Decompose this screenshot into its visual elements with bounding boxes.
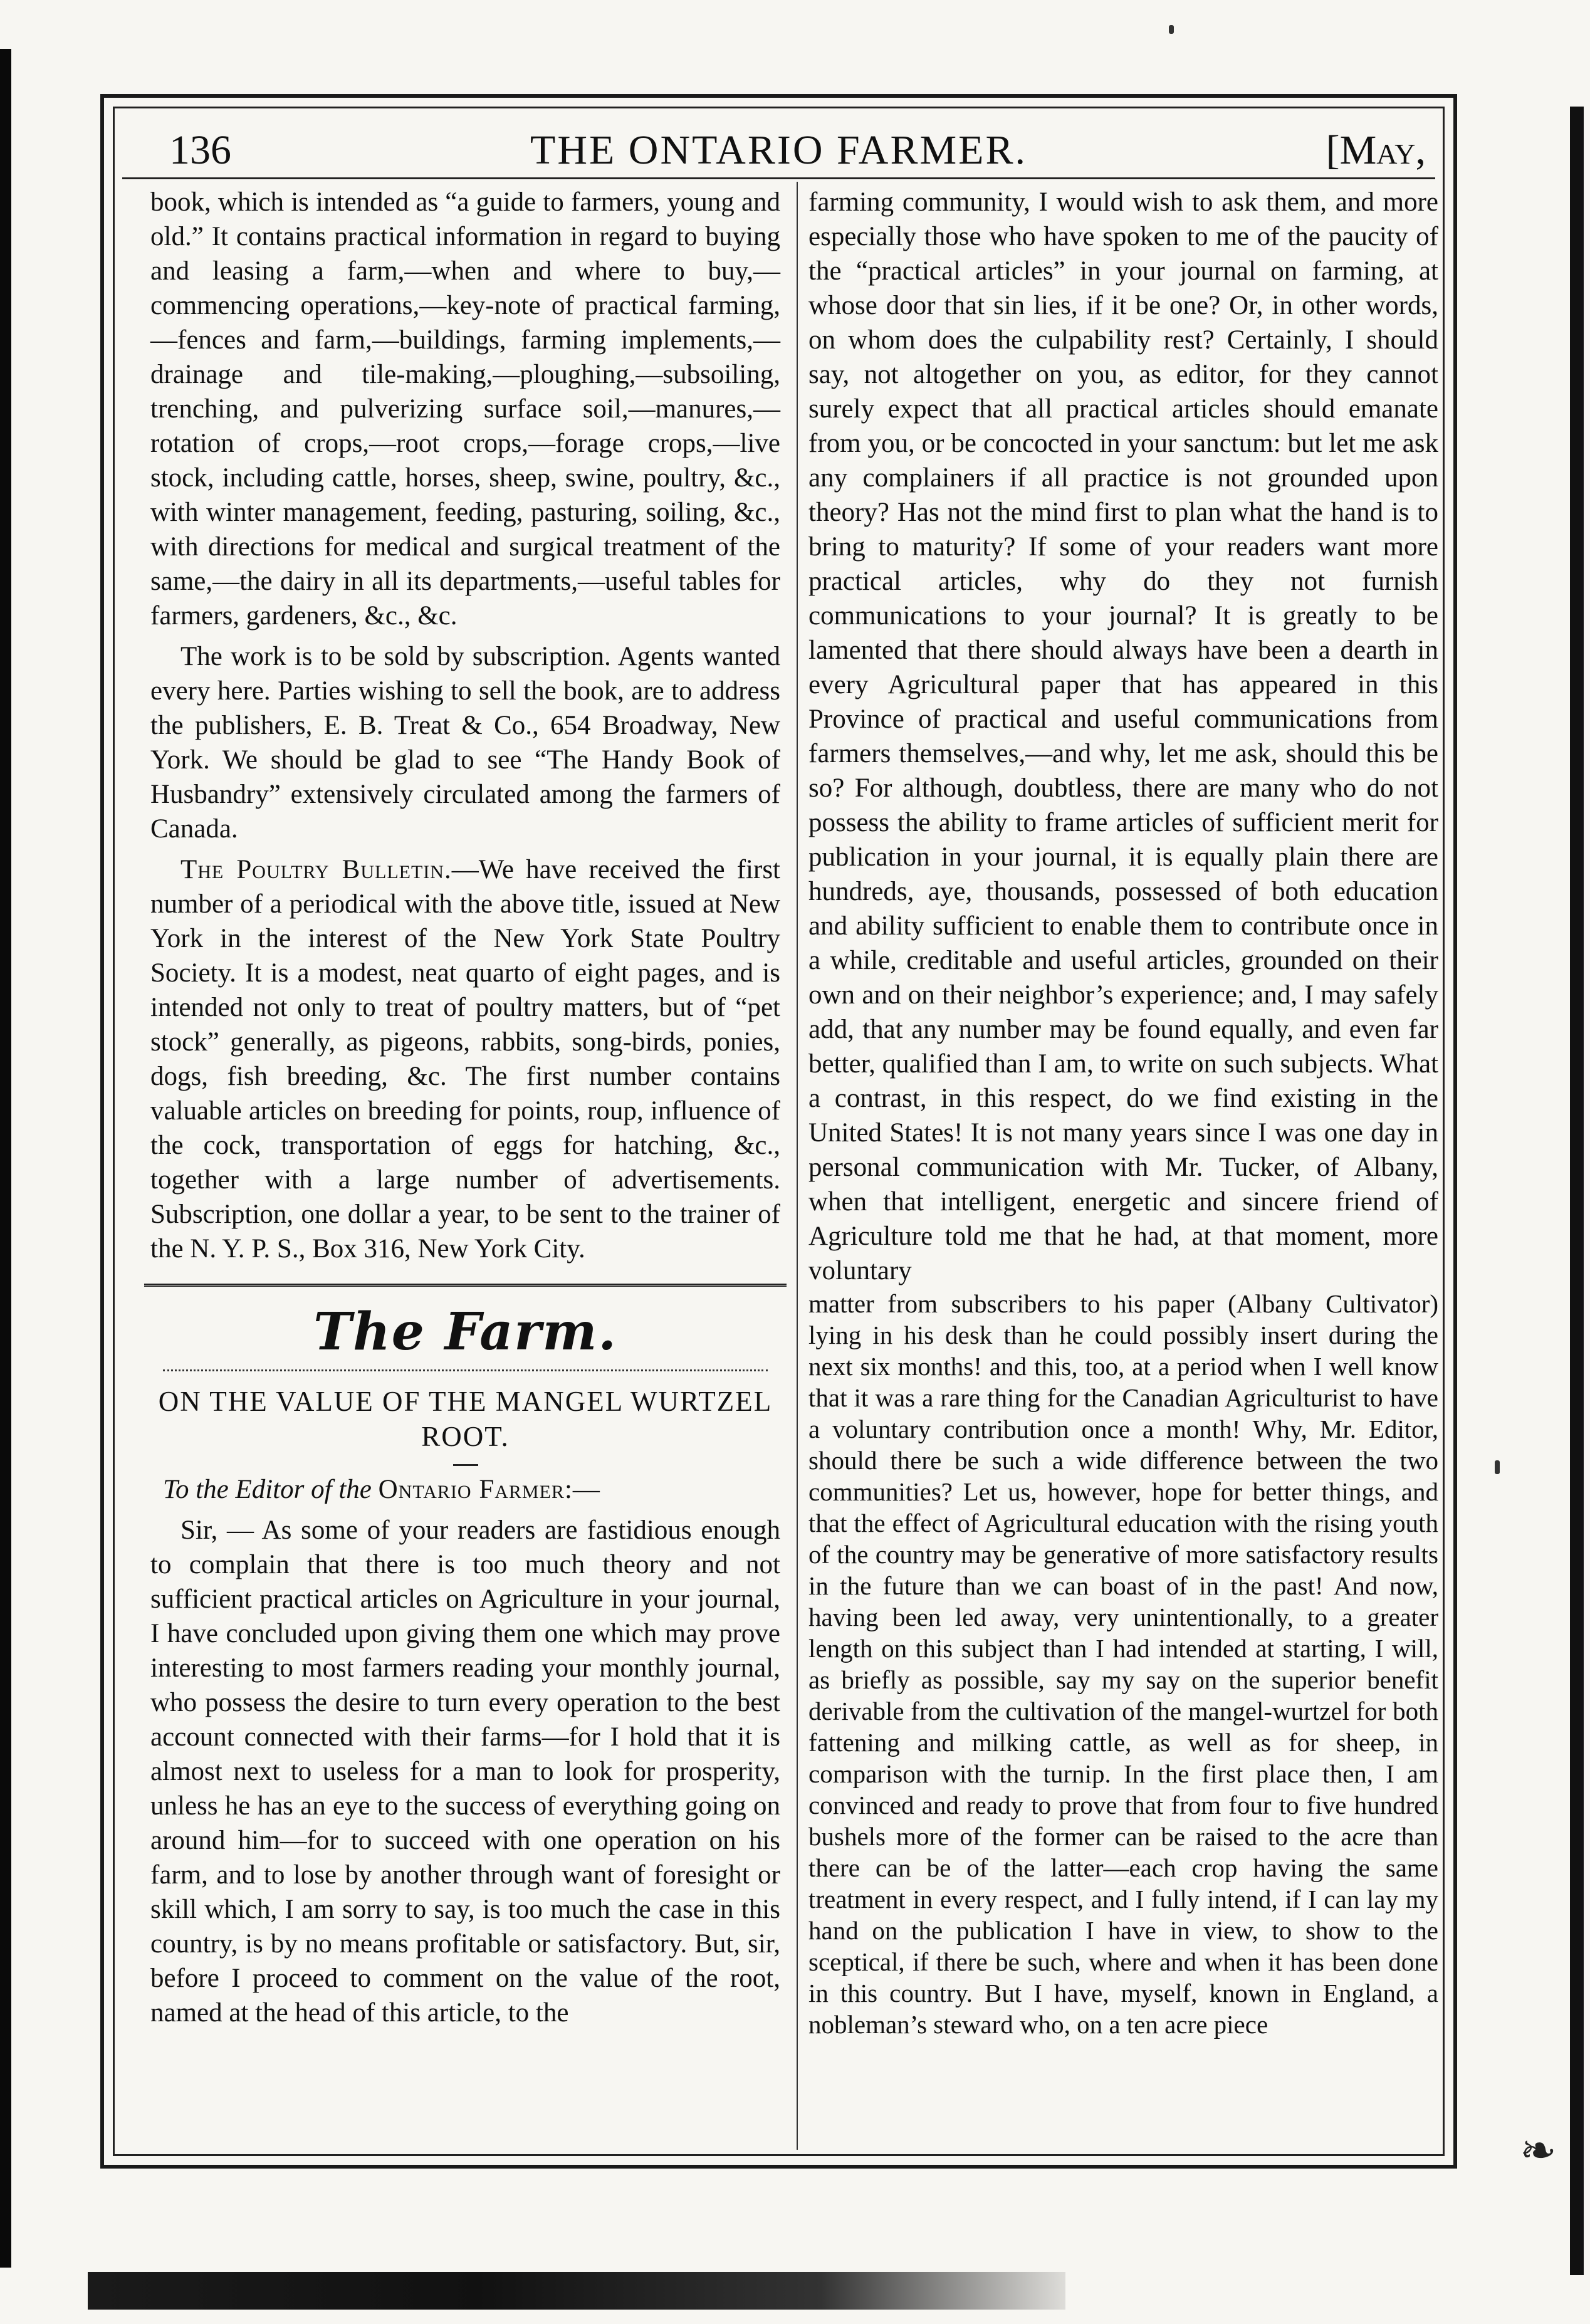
right-column [808, 185, 1438, 2040]
scan-edge-bottom [88, 2272, 1065, 2310]
title-rule [453, 1464, 478, 1466]
issue-month: [May, [1326, 127, 1426, 173]
journal-title: THE ONTARIO FARMER. [530, 127, 1027, 173]
scan-edge-right [1570, 107, 1584, 2275]
running-header [125, 113, 1432, 188]
poultry-bulletin-body: —We have received the first number of a periodical with the above title, issued at New York in the interest of the New York State Poultry Society. It is a modest, neat quarto of eight pages, and is intended not only to treat of poultry matters, but of “pet stock” generally, as pigeons, rabbits, song-birds, ponies, dogs, fish breeding, &c. The first number contains valuable articles on breeding for points, roup, influence of the cock, transportation of eggs for hatching, &c., together with a large number of advertisements. Subscription, one dollar a year, to be sent to the trainer of the N. Y. P. S., Box 316, New York City. [150, 855, 781, 1264]
column-divider [797, 182, 798, 2150]
printer-ornament-icon: ❧ [1520, 2127, 1557, 2175]
salutation [150, 1472, 780, 1507]
letter-paragraph: Sir, — As some of your readers are fastidious enough to complain that there is too much theory and not sufficient practical articles on Agriculture in your journal, I have concluded upon giving them one which may prove interesting to most farmers reading your monthly journal, who possess the desire to turn every operation to the best account connected with their farms—for I hold that it is almost next to useless for a man to look for prosperity, unless he has an eye to the success of everything going on around him—for to succeed with one operation on his farm, and to lose by another through want of foresight or skill which, I am sorry to say, is too much the case in this country, is by no means profitable or satisfactory. But, sir, before I proceed to comment on the value of the root, named at the head of this article, to the [150, 1515, 780, 2028]
book-review-continued: book, which is intended as “a guide to farmers, young and old.” It contains practical information in regard to buying and leasing a farm,—when and where to buy,—commencing operations,—key-note of practical farming,—fences and farm,—buildings, farming implements,—drainage and tile-making,—ploughing,—subsoiling, trenching, and pulverizing surface soil,—manures,—rotation of crops,—root crops,—forage crops,—live stock, including cattle, horses, sheep, swine, poultry, &c., with winter management, feeding, pasturing, soiling, &c., with directions for medical and surgical treatment of the same,—the dairy in all its departments,—useful tables for farmers, gardeners, &c., &c. [150, 187, 780, 631]
salutation-prefix: To the Editor of the [163, 1475, 372, 1504]
scan-speck [1169, 25, 1174, 34]
poultry-bulletin-heading: The Poultry Bulletin. [180, 855, 452, 884]
left-column [150, 185, 780, 2030]
section-title: The Farm. [313, 1302, 617, 1362]
dotted-divider [163, 1369, 768, 1371]
salutation-paper: Ontario Farmer:— [378, 1475, 600, 1504]
letter-continued-small: matter from subscribers to his paper (Albany Cultivator) lying in his desk than he could possibly insert during the next six months! and this, too, at a period when I well know that it was a rare thing for the Canadian Agriculturist to have a voluntary contribution once a month! Why, Mr. Editor, should there be such a wide difference between the two communities? Let us, however, hope for better things, and that the effect of Agricultural education with the rising youth of the country may be generative of more satisfactory results in the future than we can boast of in the past! And now, having been led away, very unintentionally, to a greater length on this subject than I had intended at starting, I will, as briefly as possible, say my say on the superior benefit derivable from the cultivation of the mangel-wurtzel for both fattening and milking cattle, as well as for sheep, in comparison with the turnip. In the first place then, I am convinced and ready to prove that from four to five hundred bushels more of the former can be raised to the acre than there can be of the latter—each crop having the same treatment in every respect, and I fully intend, if I can lay my hand on the publication I have in view, to show to the sceptical, if there be such, where and when it has been done in this country. But I have, myself, known in England, a nobleman’s steward who, on a ten acre piece [808, 1289, 1438, 2039]
page-number: 136 [169, 127, 231, 173]
scan-edge-left [0, 49, 11, 2268]
poultry-bulletin-notice [150, 852, 780, 1266]
scan-speck [1495, 1460, 1500, 1474]
letter-continued: farming community, I would wish to ask them, and more especially those who have spoken to me of the paucity of the “practical articles” in your journal on farming, at whose door that sin lies, if it be one? Or, in other words, on whom does the culpability rest? Certainly, I should say, not altogether on you, as editor, for they cannot surely expect that all practical articles should emanate from you, or be concocted in your sanctum: but let me ask any complainers if all practice is not grounded upon theory? Has not the mind first to plan what the hand is to bring to maturity? If some of your readers want more practical articles, why do they not furnish communications to your journal? It is greatly to be lamented that there should always have been a dearth in every Agricultural paper that has appeared in this Province of practical and useful communications from farmers themselves,—and why, let me ask, should this be so? For although, doubtless, there are many who do not possess the ability to frame articles of sufficient merit for publication in your journal, it is equally plain there are hundreds, aye, thousands, possessed of both education and ability sufficient to enable them to contribute once in a while, creditable and useful articles, grounded on their own and on their neighbor’s experience; and, I may safely add, that any number may be found equally, and even far better, qualified than I am, to write on such subjects. What a contrast, in this respect, do we find existing in the United States! It is not many years since I was one day in personal communication with Mr. Tucker, of Albany, when that intelligent, energetic and sincere friend of Agriculture told me that he had, at that moment, more voluntary [808, 187, 1438, 1285]
header-rule [122, 177, 1435, 179]
section-divider [144, 1284, 787, 1289]
book-review-paragraph: The work is to be sold by subscription. Agents wanted every here. Parties wishing to sell the book, are to address the publishers, E. B. Treat & Co., 654 Broadway, New York. We should be glad to see “The Handy Book of Husbandry” extensively circulated among the farmers of Canada. [150, 642, 780, 844]
article-title: ON THE VALUE OF THE MANGEL WURTZEL ROOT. [158, 1386, 773, 1452]
